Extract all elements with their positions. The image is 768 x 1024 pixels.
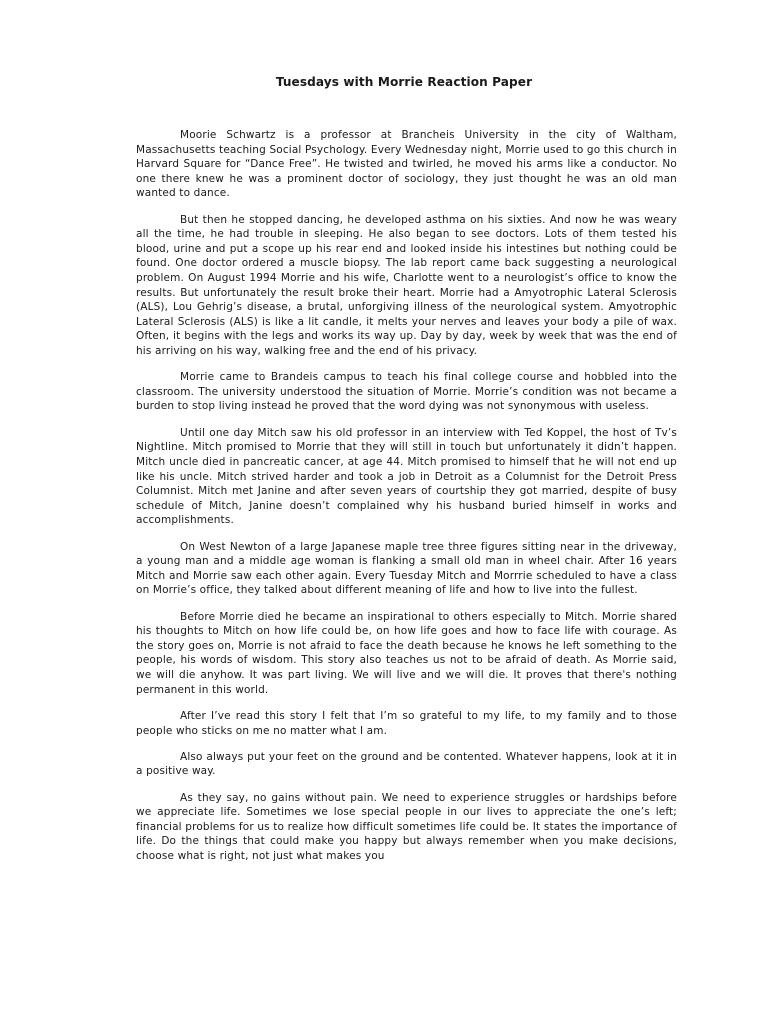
paragraph-8: Also always put your feet on the ground and be contented. Whatever happens, look at it in a positive way. — [136, 750, 677, 778]
document-body — [136, 128, 677, 864]
document-title: Tuesdays with Morrie Reaction Paper — [275, 75, 533, 89]
paragraph-3: Morrie came to Brandeis campus to teach his final college course and hobbled into the classroom. The university understood the situation of Morrie. Morrie’s condition was not became a burden to stop living instead he proved that the word dying was not synonymous with useless. — [136, 371, 677, 413]
paragraph-9: As they say, no gains without pain. We need to experience struggles or hardships before we appreciate life. Sometimes we lose special people in our lives to appreciate the one’s left; financial problems for us to realize how difficult sometimes life could be. It states the importance of life. Do the things that could make you happy but always remember when you make decisions, choose what is right, not just what makes you — [136, 791, 677, 863]
paragraph-5: On West Newton of a large Japanese maple tree three figures sitting near in the driveway, a young man and a middle age woman is flanking a small old man in wheel chair. After 16 years Mitch and Morrie saw each other again. Every Tuesday Mitch and Morrrie scheduled to have a class on Morrie’s office, they talked about different meaning of life and how to live into the fullest. — [136, 540, 677, 597]
paragraph-1: Moorie Schwartz is a professor at Brancheis University in the city of Waltham, Massachusetts teaching Social Psychology. Every Wednesday night, Morrie used to go this church in Harvard Square for “Dance Free”. He twisted and twirled, he moved his arms like a conductor. No one there knew he was a prominent doctor of sociology, they just thought he was an old man wanted to dance. — [136, 129, 677, 200]
paragraph-6: Before Morrie died he became an inspirational to others especially to Mitch. Morrie shared his thoughts to Mitch on how life could be, on how life goes and how to face life with courage. As the story goes on, Morrie is not afraid to face the death because he knows he left something to the people, his words of wisdom. This story also teaches us not to be afraid of death. As Morrie said, we will die anyhow. It was part living. We will live and we will die. It proves that there's nothing permanent in this world. — [136, 610, 677, 696]
paragraph-4: Until one day Mitch saw his old professor in an interview with Ted Koppel, the host of Tv’s Nightline. Mitch promised to Morrie that they will still in touch but unfortunately it didn’t happen. Mitch uncle died in pancreatic cancer, at age 44. Mitch promised to himself that he will not end up like his uncle. Mitch strived harder and took a job in Detroit as a Columnist for the Detroit Press Columnist. Mitch met Janine and after seven years of courtship they got married, despite of busy schedule of Mitch, Janine doesn’t complained why his husband buried himself in works and accomplishments. — [136, 426, 677, 527]
paragraph-7: After I’ve read this story I felt that I’m so grateful to my life, to my family and to those people who sticks on me no matter what I am. — [136, 709, 677, 737]
paragraph-2: But then he stopped dancing, he developed asthma on his sixties. And now he was weary all the time, he had trouble in sleeping. He also began to see doctors. Lots of them tested his blood, urine and put a scope up his rear end and looked inside his intestines but nothing could be found. One doctor ordered a muscle biopsy. The lab report came back suggesting a neurological problem. On August 1994 Morrie and his wife, Charlotte went to a neurologist’s office to know the results. But unfortunately the result broke their heart. Morrie had a Amyotrophic Lateral Sclerosis (ALS), Lou Gehrig’s disease, a brutal, unforgiving illness of the neurological system. Amyotrophic Lateral Sclerosis (ALS) is like a lit candle, it melts your nerves and leaves your body a pile of wax. Often, it begins with the legs and works its way up. Day by day, week by week that was the end of his arriving on his way, walking free and the end of his privacy. — [136, 213, 677, 357]
